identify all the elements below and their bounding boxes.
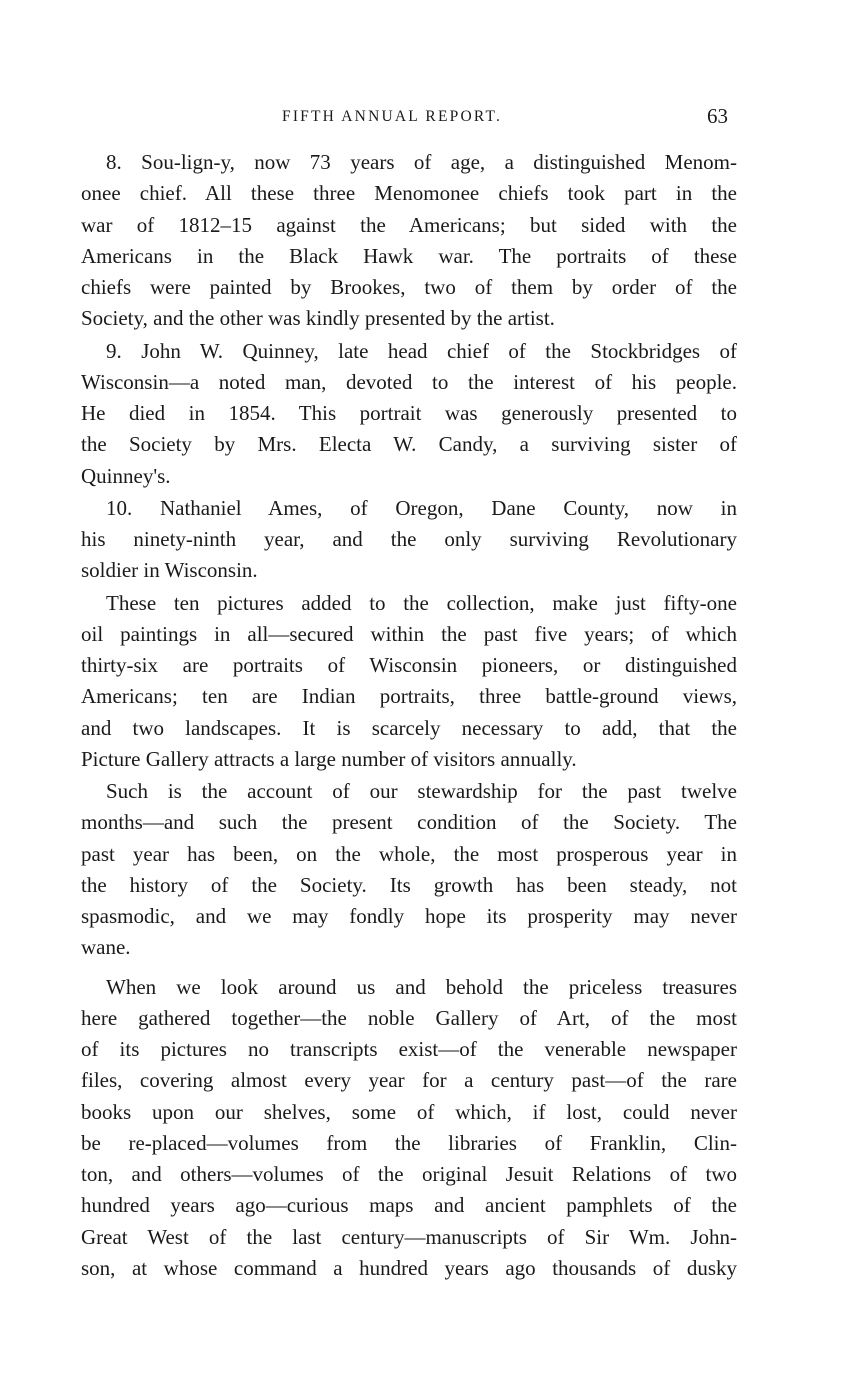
running-header — [0, 104, 859, 134]
paragraph-ten-pictures — [81, 588, 737, 776]
text-line: thirty-six are portraits of Wisconsin pioneers, or distinguished — [81, 653, 737, 677]
text-line: When we look around us and behold the priceless treasures — [106, 974, 737, 999]
body-text — [81, 147, 737, 1284]
text-line: hundred years ago—curious maps and ancient pamphlets of the — [81, 1193, 737, 1218]
text-line: here gathered together—the noble Gallery of Art, of the most — [81, 1005, 737, 1030]
text-line: files, covering almost every year for a century past—of the rare — [81, 1068, 737, 1093]
text-line: Wisconsin—a noted man, devoted to the interest of his people. — [81, 369, 737, 394]
paragraph-stewardship — [81, 776, 737, 964]
text-line: the history of the Society. Its growth has been steady, not — [81, 872, 737, 897]
page-number: 63 — [707, 104, 728, 128]
text-line: chiefs were painted by Brookes, two of them by order of the — [81, 275, 737, 299]
text-line: Society, and the other was kindly presented by the artist. — [81, 306, 555, 331]
text-line: oil paintings in all—secured within the past five years; of which — [81, 621, 737, 646]
text-line: books upon our shelves, some of which, if lost, could never — [81, 1099, 737, 1124]
text-line: and two landscapes. It is scarcely necessary to add, that the — [81, 715, 737, 740]
text-line: Such is the account of our stewardship for the past twelve — [106, 779, 737, 803]
text-line: These ten pictures added to the collection, make just fifty-one — [106, 590, 737, 615]
text-line: months—and such the present condition of the Society. The — [81, 810, 737, 835]
text-line: of its pictures no transcripts exist—of the venerable newspaper — [81, 1037, 737, 1061]
text-line: wane. — [81, 935, 131, 960]
text-line: war of 1812–15 against the Americans; but sided with the — [81, 212, 737, 237]
text-line: 10. Nathaniel Ames, of Oregon, Dane County, now in — [106, 495, 737, 520]
text-line: Americans; ten are Indian portraits, three battle-ground views, — [81, 684, 737, 709]
text-line: Quinney's. — [81, 463, 171, 488]
text-line: past year has been, on the whole, the most prosperous year in — [81, 841, 737, 866]
text-line: 9. John W. Quinney, late head chief of the Stockbridges of — [106, 338, 737, 363]
text-line: ton, and others—volumes of the original Jesuit Relations of two — [81, 1162, 737, 1186]
paragraph-priceless-treasures — [81, 972, 737, 1285]
text-line: soldier in Wisconsin. — [81, 558, 258, 583]
running-header-title: FIFTH ANNUAL REPORT. — [282, 108, 503, 125]
text-line: 8. Sou-lign-y, now 73 years of age, a distinguished Menom- — [106, 150, 737, 174]
text-line: onee chief. All these three Menomonee chiefs took part in the — [81, 181, 737, 206]
text-line: Great West of the last century—manuscripts of Sir Wm. John- — [81, 1224, 737, 1249]
text-line: be re-placed—volumes from the libraries of Franklin, Clin- — [81, 1130, 737, 1155]
text-line: spasmodic, and we may fondly hope its prosperity may never — [81, 904, 737, 928]
paragraph-sou-lign-y — [81, 147, 737, 335]
paragraph-john-w-quinney — [81, 336, 737, 492]
text-line: son, at whose command a hundred years ago thousands of dusky — [81, 1255, 737, 1280]
text-line: Picture Gallery attracts a large number of visitors annually. — [81, 746, 577, 771]
text-line: He died in 1854. This portrait was generously presented to — [81, 401, 737, 425]
text-line: his ninety-ninth year, and the only surviving Revolutionary — [81, 527, 737, 551]
paragraph-nathaniel-ames — [81, 493, 737, 587]
text-line: Americans in the Black Hawk war. The portraits of these — [81, 243, 737, 268]
text-line: the Society by Mrs. Electa W. Candy, a surviving sister of — [81, 432, 737, 457]
